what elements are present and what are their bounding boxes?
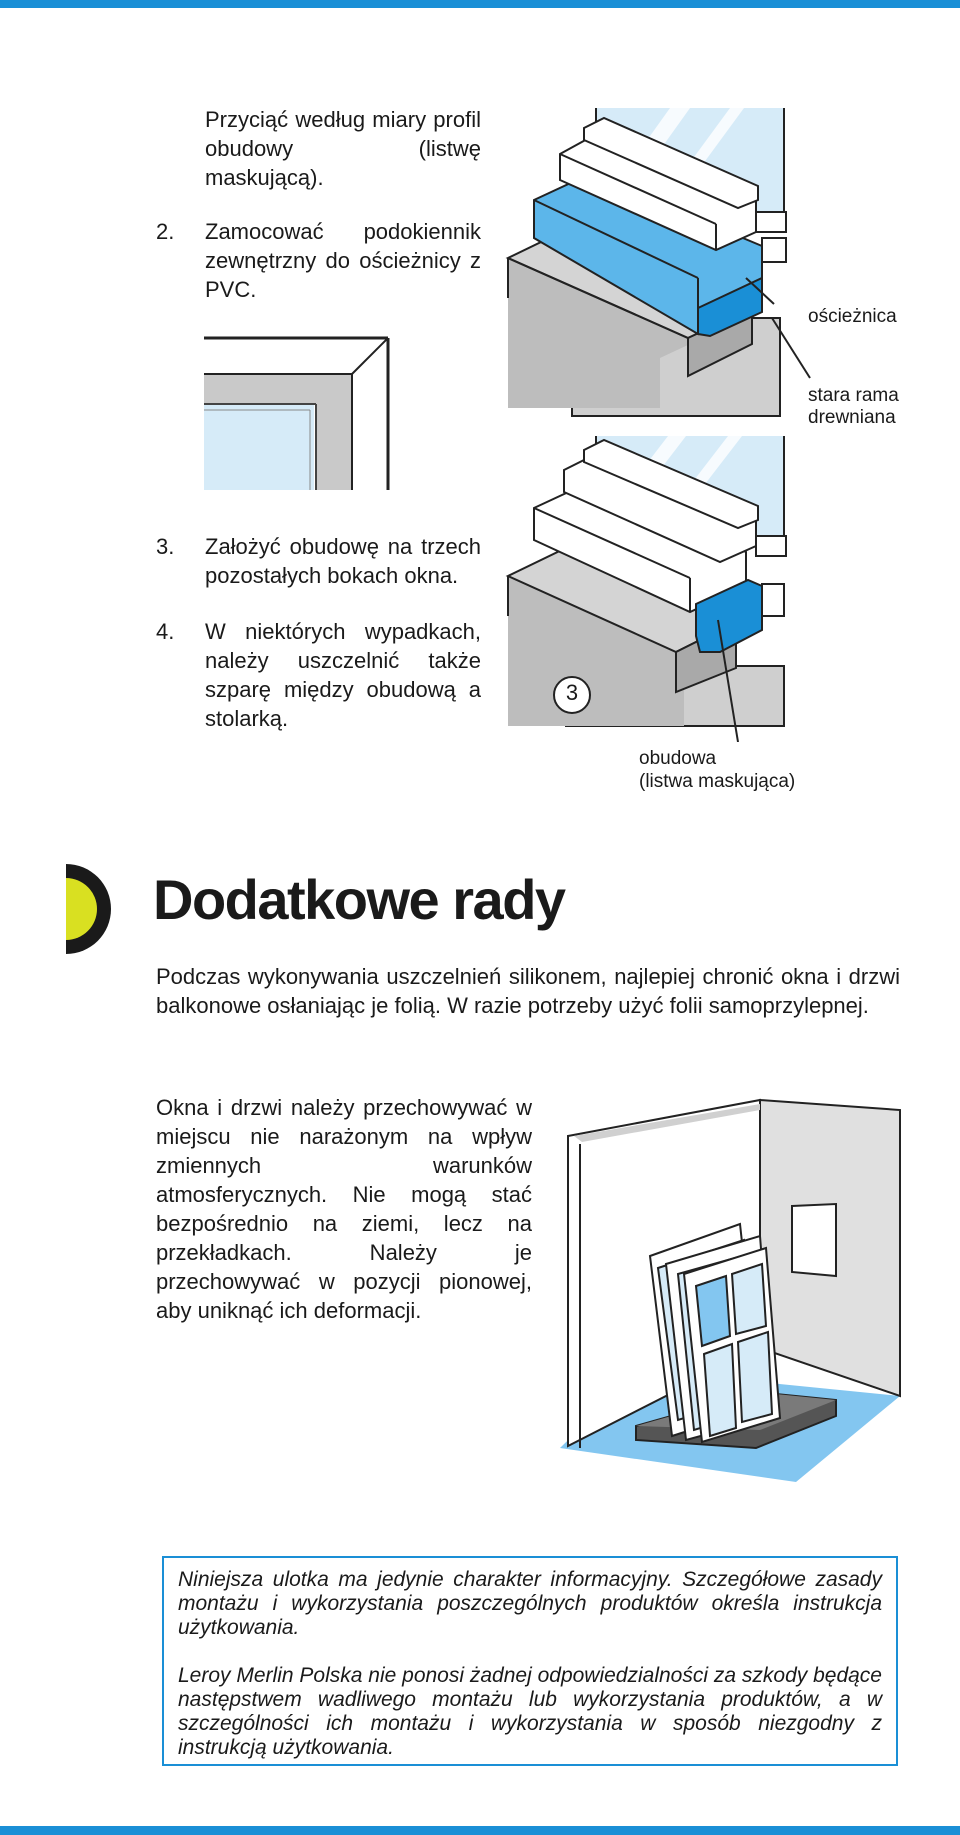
step-number: 4. [156, 619, 175, 644]
step-item [153, 532, 481, 590]
sill-illustration-1 [500, 108, 812, 420]
label-stara-rama-line2: drewniana [808, 407, 896, 428]
label-oscieznica: ościeżnica [808, 306, 897, 327]
storage-paragraph: Okna i drzwi należy przechowywać w miejscu nie narażonym na wpływ zmiennych warunków atmosferycznych. Nie mogą stać bezpośrednio na ziemi, lecz na przekładkach. Należy je przechowywać w pozycji pionowej, aby uniknąć ich deformacji. [156, 1095, 532, 1323]
label-obudowa-line2: (listwa maskująca) [639, 771, 796, 792]
step-number: 2. [156, 219, 175, 244]
step-item [153, 617, 481, 733]
step-text: W niektórych wypadkach, należy uszczelnić także szparę między obudową a stolarką. [205, 619, 481, 731]
step-number: 3. [156, 534, 175, 559]
section-heading: Dodatkowe rady [153, 868, 565, 931]
step-text: Zamocować podokiennik zewnętrzny do ościeżnicy z PVC. [205, 219, 481, 302]
step-marker-number: 3 [565, 680, 579, 705]
step-text: Założyć obudowę na trzech pozostałych bokach okna. [205, 534, 481, 588]
window-storage-illustration [560, 1096, 904, 1482]
disclaimer-box [162, 1556, 898, 1766]
disclaimer-paragraph-1: Niniejsza ulotka ma jedynie charakter informacyjny. Szczegółowe zasady montażu i wykorzystania poszczególnych produktów określa instrukcja użytkowania. [178, 1568, 882, 1639]
top-accent-bar [0, 0, 960, 8]
window-corner-illustration [204, 334, 394, 490]
step-1-continuation-text: Przyciąć według miary profil obudowy (listwę maskującą). [205, 107, 481, 190]
bottom-accent-bar [0, 1826, 960, 1835]
intro-paragraph: Podczas wykonywania uszczelnień silikonem, najlepiej chronić okna i drzwi balkonowe osłaniając je folią. W razie potrzeby użyć folii samoprzylepnej. [156, 964, 900, 1018]
step-item [153, 217, 481, 304]
label-stara-rama-line1: stara rama [808, 385, 899, 406]
section-marker-icon [66, 864, 114, 954]
label-obudowa-line1: obudowa [639, 748, 717, 769]
disclaimer-paragraph-2: Leroy Merlin Polska nie ponosi żadnej odpowiedzialności za szkody będące następstwem wadliwego montażu lub wykorzystania produktów, a w szczególności ich montażu i wykorzystania w sposób niezgodny z instrukcją użytkowania. [178, 1664, 882, 1759]
sill-illustration-2 [500, 436, 812, 742]
